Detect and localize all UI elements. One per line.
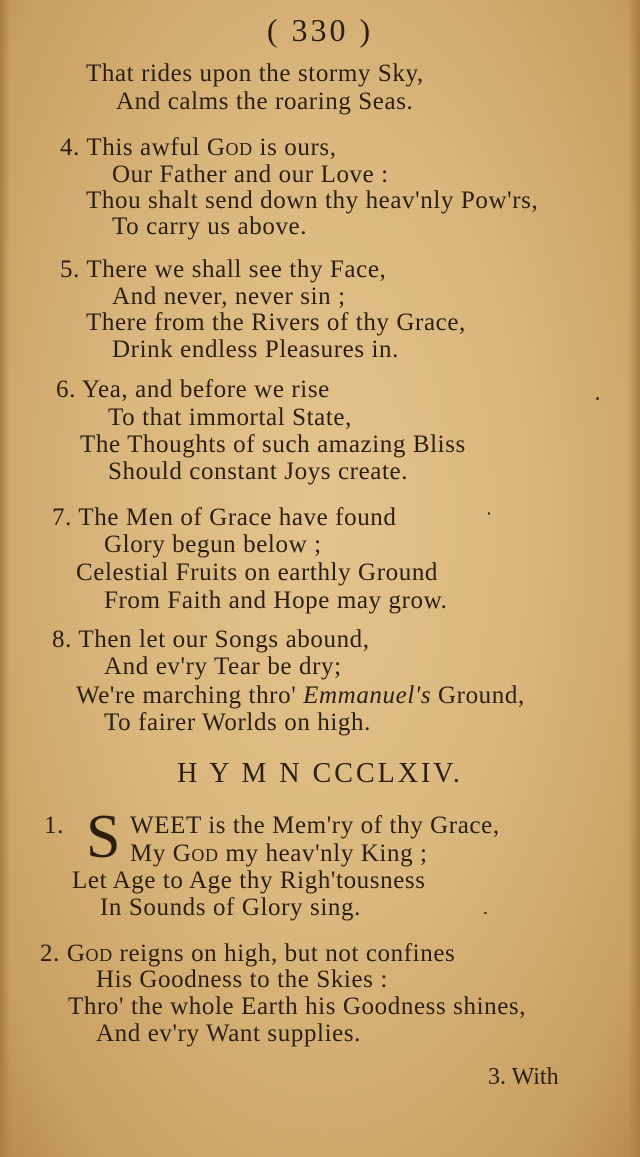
paper-speck [488, 512, 490, 515]
verse-line: Thro' the whole Earth his Goodness shines, [68, 993, 527, 1020]
verse-line: And ev'ry Want supplies. [96, 1020, 362, 1047]
verse-line: From Faith and Hope may grow. [104, 587, 448, 614]
verse-line: And ev'ry Tear be dry; [104, 653, 342, 680]
verse-line: 8. Then let our Songs abound, [52, 626, 370, 653]
verse-number: 8. [52, 626, 72, 653]
verse-line: His Goodness to the Skies : [96, 966, 388, 993]
verse-line: 4. This awful God is ours, [60, 134, 337, 161]
verse-line: Drink endless Pleasures in. [112, 336, 399, 363]
verse-line: We're marching thro' Emmanuel's Ground, [76, 682, 525, 709]
catchword: 3. With [488, 1064, 559, 1090]
verse-line: Should constant Joys create. [108, 458, 409, 485]
paper-speck [484, 912, 487, 914]
verse-line: To carry us above. [112, 213, 308, 240]
verse-number: 6. [56, 376, 76, 403]
verse-line: Celestial Fruits on earthly Ground [76, 559, 439, 586]
verse-number: 4. [60, 134, 80, 161]
verse-number: 7. [52, 504, 72, 531]
verse-line: And calms the roaring Seas. [116, 88, 414, 115]
drop-cap: S [86, 803, 121, 871]
verse-line: 6. Yea, and before we rise [56, 376, 330, 403]
verse-line: To fairer Worlds on high. [104, 709, 371, 736]
verse-line: 7. The Men of Grace have found [52, 504, 397, 531]
verse-line: My God my heav'nly King ; [130, 840, 428, 867]
verse-line: The Thoughts of such amazing Bliss [80, 431, 466, 458]
page-edge-left [0, 0, 10, 1157]
verse-line: WEET is the Mem'ry of thy Grace, [130, 812, 500, 839]
verse-number: 5. [60, 256, 80, 283]
verse-line: Thou shalt send down thy heav'nly Pow'rs, [86, 187, 539, 214]
page-number: ( 330 ) [266, 12, 374, 48]
verse-line: 2. God reigns on high, but not confines [40, 940, 456, 967]
verse-line: And never, never sin ; [112, 283, 346, 310]
verse-number: 2. [40, 940, 60, 967]
verse-line: In Sounds of Glory sing. [100, 894, 361, 921]
page-edge-right [628, 0, 640, 1157]
verse-line: That rides upon the stormy Sky, [86, 60, 424, 87]
verse-line: Let Age to Age thy Righ'tousness [72, 867, 426, 894]
verse-number: 1. [44, 812, 64, 839]
paper-speck [596, 397, 599, 400]
verse-line: Glory begun below ; [104, 531, 322, 558]
verse-line: 5. There we shall see thy Face, [60, 256, 387, 283]
verse-line: There from the Rivers of thy Grace, [86, 309, 466, 336]
hymn-heading: H Y M N CCCLXIV. [177, 758, 463, 789]
verse-line: Our Father and our Love : [112, 161, 389, 188]
verse-line: To that immortal State, [108, 404, 352, 431]
